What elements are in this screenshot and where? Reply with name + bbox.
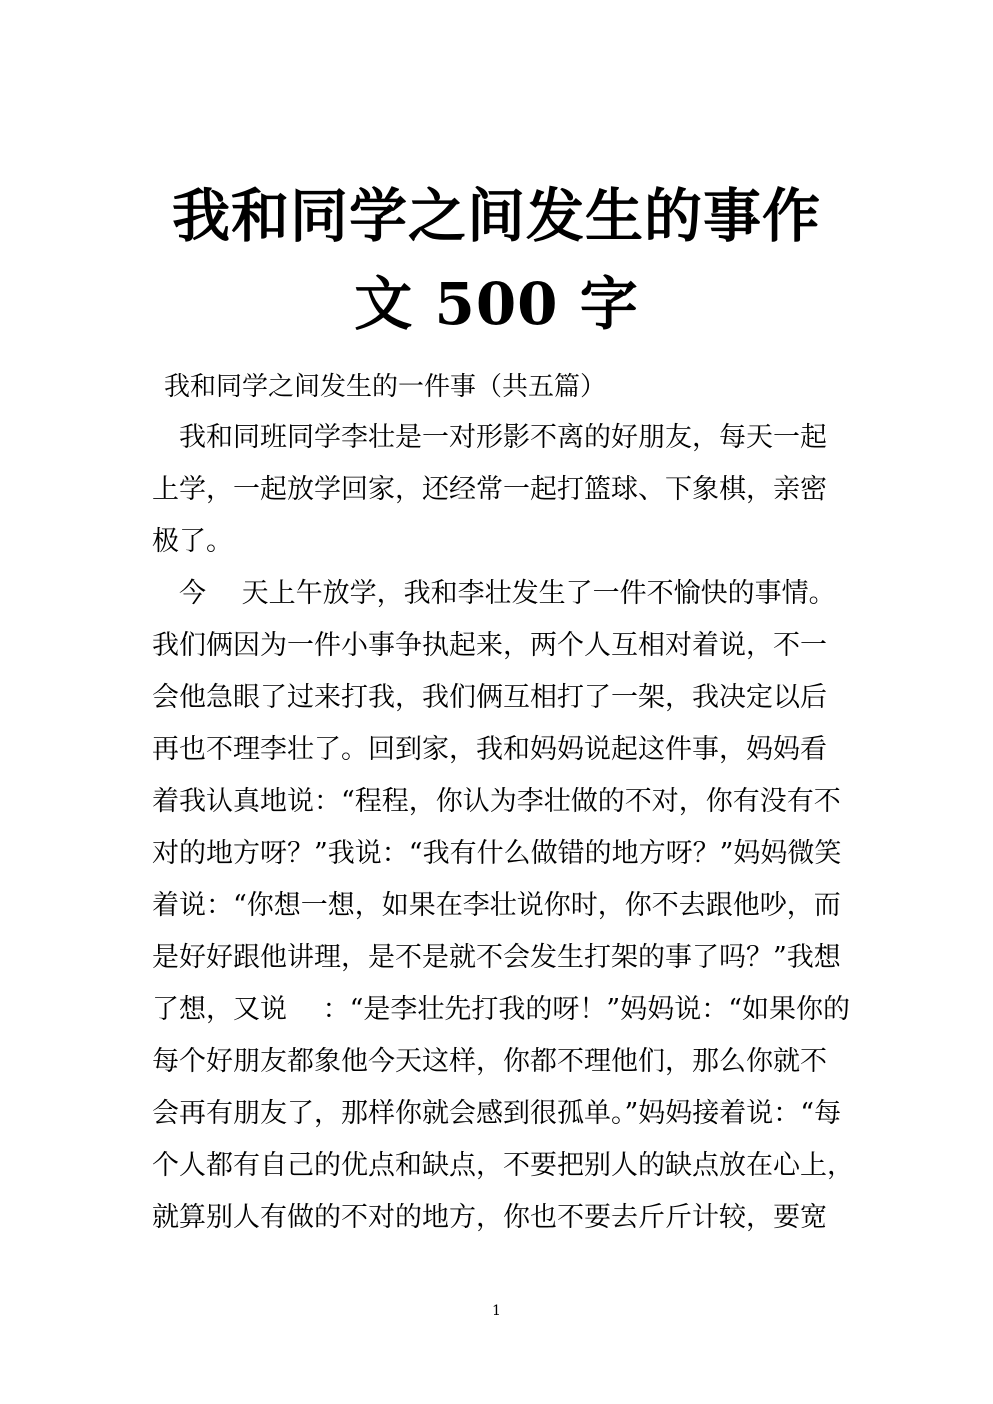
document-subtitle: 我和同学之间发生的一件事（共五篇） [164,372,607,402]
document-title [150,172,843,348]
page-number: 1 [492,1303,501,1319]
text-line-6: 会他急眼了过来打我，我们俩互相打了一架，我决定以后 [152,682,827,713]
text-line-4: 今 天上午放学，我和李壮发生了一件不愉快的事情。 [152,578,836,609]
text-line-5: 我们俩因为一件小事争执起来，两个人互相对着说，不一 [152,630,827,661]
text-line-11: 是好好跟他讲理，是不是就不会发生打架的事了吗？”我想 [152,942,841,973]
text-line-12: 了想，又说 ：“是李壮先打我的呀！”妈妈说：“如果你的 [152,994,850,1025]
title-line-2: 文 500 字 [354,270,639,338]
text-line-15: 个人都有自己的优点和缺点，不要把别人的缺点放在心上， [152,1150,854,1181]
text-line-1: 我和同班同学李壮是一对形影不离的好朋友，每天一起 [152,422,827,453]
text-line-2: 上学，一起放学回家，还经常一起打篮球、下象棋，亲密 [152,474,827,505]
text-line-7: 再也不理李壮了。回到家，我和妈妈说起这件事，妈妈看 [152,734,827,765]
text-line-3: 极了。 [152,526,233,557]
text-line-9: 对的地方呀？”我说：“我有什么做错的地方呀？”妈妈微笑 [152,838,842,869]
text-line-8: 着我认真地说：“程程，你认为李壮做的不对，你有没有不 [152,786,841,817]
text-line-10: 着说：“你想一想，如果在李壮说你时，你不去跟他吵，而 [152,890,841,921]
text-line-14: 会再有朋友了，那样你就会感到很孤单。”妈妈接着说：“每 [152,1098,842,1129]
text-line-16: 就算别人有做的不对的地方，你也不要去斤斤计较，要宽 [152,1202,827,1233]
text-line-13: 每个好朋友都象他今天这样，你都不理他们，那么你就不 [152,1046,827,1077]
title-line-1: 我和同学之间发生的事作 [171,182,821,250]
